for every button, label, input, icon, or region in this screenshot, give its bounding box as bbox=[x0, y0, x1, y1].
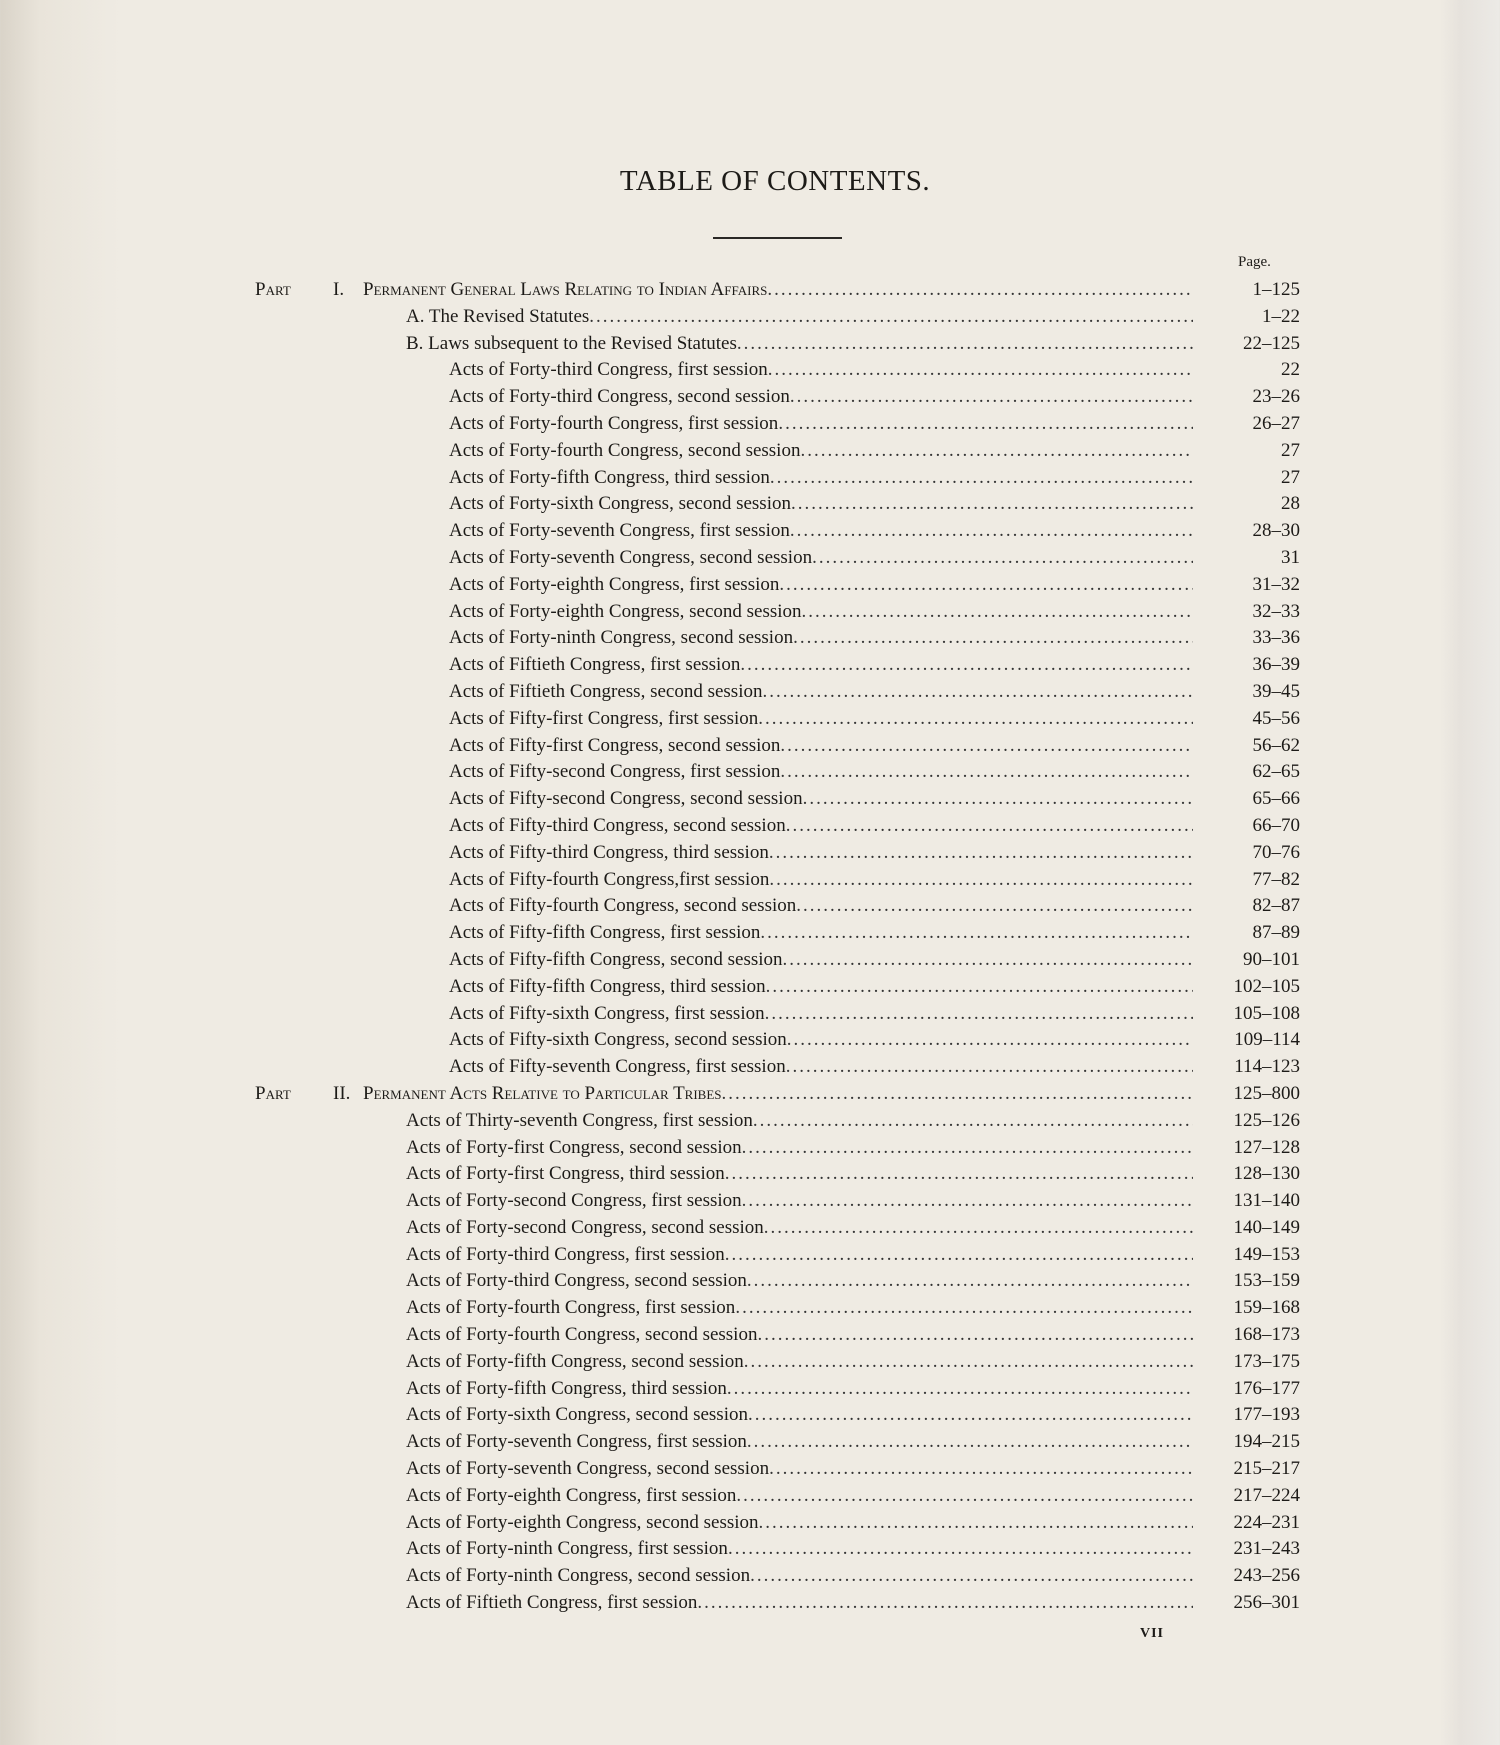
dot-leader bbox=[769, 840, 1193, 867]
entry-title-with-leader bbox=[449, 706, 1193, 733]
dot-leader bbox=[589, 304, 1193, 331]
entry-title-with-leader bbox=[449, 786, 1193, 813]
entry-title: Acts of Forty-first Congress, third session bbox=[406, 1163, 725, 1185]
entry-pages: 173–175 bbox=[1233, 1350, 1300, 1372]
dot-leader bbox=[740, 652, 1193, 679]
toc-part-heading bbox=[0, 1081, 1500, 1108]
dot-leader bbox=[762, 679, 1193, 706]
entry-title: Acts of Forty-eighth Congress, first session bbox=[406, 1484, 737, 1506]
entry-title: Acts of Forty-second Congress, second session bbox=[406, 1216, 764, 1238]
toc-entry bbox=[0, 438, 1500, 465]
toc-entry bbox=[0, 491, 1500, 518]
entry-pages: 82–87 bbox=[1252, 895, 1300, 917]
toc-entry bbox=[0, 1402, 1500, 1429]
entry-title-with-leader bbox=[406, 1322, 1193, 1349]
dot-leader bbox=[780, 733, 1193, 760]
entry-title-with-leader bbox=[449, 867, 1193, 894]
entry-title-with-leader bbox=[449, 518, 1193, 545]
toc-entry bbox=[0, 1161, 1500, 1188]
entry-title: Acts of Forty-ninth Congress, first session bbox=[406, 1538, 728, 1560]
entry-title: Acts of Forty-fourth Congress, second session bbox=[406, 1324, 758, 1346]
entry-title-with-leader bbox=[406, 1536, 1193, 1563]
entry-title: Acts of Forty-fourth Congress, second session bbox=[449, 439, 801, 461]
dot-leader bbox=[744, 1349, 1193, 1376]
dot-leader bbox=[769, 867, 1193, 894]
toc-entry bbox=[0, 1215, 1500, 1242]
entry-title: Acts of Forty-third Congress, second session bbox=[449, 386, 790, 408]
entry-title: Acts of Forty-fifth Congress, third session bbox=[449, 466, 770, 488]
entry-pages: 177–193 bbox=[1233, 1404, 1300, 1426]
toc-entry bbox=[0, 465, 1500, 492]
entry-pages: 256–301 bbox=[1233, 1592, 1300, 1614]
entry-pages: 22 bbox=[1281, 359, 1300, 381]
toc-entry bbox=[0, 1590, 1500, 1617]
entry-title: Acts of Forty-first Congress, second session bbox=[406, 1136, 742, 1158]
entry-pages: 176–177 bbox=[1233, 1377, 1300, 1399]
dot-leader bbox=[758, 706, 1193, 733]
entry-title: B. Laws subsequent to the Revised Statutes bbox=[406, 332, 737, 354]
part-label: Part bbox=[255, 279, 291, 300]
entry-title: Acts of Forty-eighth Congress, second session bbox=[449, 600, 802, 622]
entry-title: Acts of Fifty-second Congress, first session bbox=[449, 761, 781, 783]
toc-entry bbox=[0, 974, 1500, 1001]
entry-title-with-leader bbox=[363, 277, 1193, 304]
page-number: VII bbox=[1140, 1626, 1165, 1641]
dot-leader bbox=[791, 491, 1193, 518]
dot-leader bbox=[748, 1402, 1193, 1429]
entry-title: Acts of Forty-seventh Congress, second session bbox=[406, 1458, 770, 1480]
dot-leader bbox=[793, 625, 1193, 652]
toc-entry bbox=[0, 1001, 1500, 1028]
toc-entry bbox=[0, 706, 1500, 733]
entry-title-with-leader bbox=[406, 1188, 1193, 1215]
toc-entry bbox=[0, 1135, 1500, 1162]
toc-entry bbox=[0, 1349, 1500, 1376]
entry-title: Acts of Fifty-second Congress, second session bbox=[449, 788, 803, 810]
entry-title-with-leader bbox=[449, 465, 1193, 492]
toc-entry bbox=[0, 679, 1500, 706]
dot-leader bbox=[769, 1456, 1193, 1483]
entry-title-with-leader bbox=[406, 1349, 1193, 1376]
toc-entry bbox=[0, 1188, 1500, 1215]
dot-leader bbox=[802, 599, 1193, 626]
entry-pages: 159–168 bbox=[1233, 1297, 1300, 1319]
toc-entry bbox=[0, 599, 1500, 626]
entry-title: Acts of Fifty-fifth Congress, second session bbox=[449, 948, 783, 970]
entry-title-with-leader bbox=[449, 679, 1193, 706]
dot-leader bbox=[737, 331, 1193, 358]
entry-pages: 28 bbox=[1281, 493, 1300, 515]
toc-entry bbox=[0, 1456, 1500, 1483]
entry-pages: 128–130 bbox=[1233, 1163, 1300, 1185]
entry-pages: 28–30 bbox=[1252, 520, 1300, 542]
dot-leader bbox=[783, 947, 1193, 974]
entry-pages: 194–215 bbox=[1233, 1431, 1300, 1453]
entry-title: Acts of Forty-second Congress, first session bbox=[406, 1190, 742, 1212]
toc-entry bbox=[0, 1108, 1500, 1135]
toc-entry bbox=[0, 357, 1500, 384]
entry-title: Acts of Thirty-seventh Congress, first session bbox=[406, 1109, 753, 1131]
dot-leader bbox=[790, 518, 1193, 545]
entry-title-with-leader bbox=[449, 974, 1193, 1001]
entry-title: Acts of Forty-fourth Congress, first session bbox=[449, 412, 779, 434]
entry-pages: 66–70 bbox=[1252, 814, 1300, 836]
part-label: Part bbox=[255, 1082, 291, 1104]
entry-pages: 140–149 bbox=[1233, 1216, 1300, 1238]
toc-entry bbox=[0, 652, 1500, 679]
entry-title: Acts of Forty-seventh Congress, first session bbox=[449, 520, 790, 542]
entry-title: Acts of Forty-third Congress, first session bbox=[406, 1243, 725, 1265]
entry-title: Acts of Forty-third Congress, first session bbox=[449, 359, 768, 381]
dot-leader bbox=[765, 1001, 1193, 1028]
entry-title: Acts of Forty-third Congress, second session bbox=[406, 1270, 747, 1292]
toc-entry bbox=[0, 1376, 1500, 1403]
entry-pages: 62–65 bbox=[1252, 761, 1300, 783]
entry-pages: 149–153 bbox=[1233, 1243, 1300, 1265]
entry-pages: 231–243 bbox=[1233, 1538, 1300, 1560]
entry-title-with-leader bbox=[449, 438, 1193, 465]
toc-part-heading bbox=[0, 277, 1500, 304]
entry-pages: 70–76 bbox=[1252, 841, 1300, 863]
dot-leader bbox=[770, 465, 1193, 492]
entry-title-with-leader bbox=[449, 813, 1193, 840]
toc-entry bbox=[0, 411, 1500, 438]
entry-pages: 22–125 bbox=[1243, 332, 1300, 354]
entry-title-with-leader bbox=[449, 893, 1193, 920]
entry-title: Acts of Forty-ninth Congress, second session bbox=[449, 627, 794, 649]
dot-leader bbox=[760, 920, 1193, 947]
dot-leader bbox=[787, 1027, 1193, 1054]
dot-leader bbox=[764, 1215, 1193, 1242]
toc-entry bbox=[0, 867, 1500, 894]
toc-entry bbox=[0, 1483, 1500, 1510]
entry-pages: 102–105 bbox=[1233, 975, 1300, 997]
part-numeral: II. bbox=[333, 1082, 351, 1104]
entry-pages: 56–62 bbox=[1252, 734, 1300, 756]
entry-pages: 109–114 bbox=[1234, 1029, 1300, 1051]
entry-title-with-leader bbox=[406, 1483, 1193, 1510]
entry-title-with-leader bbox=[406, 1295, 1193, 1322]
dot-leader bbox=[786, 813, 1193, 840]
dot-leader bbox=[747, 1429, 1193, 1456]
entry-title-with-leader bbox=[406, 331, 1193, 358]
entry-title-with-leader bbox=[363, 1081, 1193, 1108]
entry-title-with-leader bbox=[449, 572, 1193, 599]
entry-title: Acts of Forty-ninth Congress, second session bbox=[406, 1565, 751, 1587]
entry-title-with-leader bbox=[449, 384, 1193, 411]
entry-pages: 1–125 bbox=[1252, 279, 1300, 300]
toc-entry bbox=[0, 1027, 1500, 1054]
entry-pages: 36–39 bbox=[1252, 654, 1300, 676]
dot-leader bbox=[759, 1510, 1193, 1537]
entry-title: Acts of Fifty-third Congress, second session bbox=[449, 814, 786, 836]
entry-title-with-leader bbox=[406, 1456, 1193, 1483]
entry-pages: 65–66 bbox=[1252, 788, 1300, 810]
entry-title-with-leader bbox=[449, 545, 1193, 572]
toc-entry bbox=[0, 893, 1500, 920]
entry-pages: 39–45 bbox=[1252, 680, 1300, 702]
entry-title: Acts of Fifty-third Congress, third session bbox=[449, 841, 769, 863]
entry-title-with-leader bbox=[449, 733, 1193, 760]
dot-leader bbox=[779, 572, 1193, 599]
dot-leader bbox=[736, 1483, 1193, 1510]
entry-title-with-leader bbox=[406, 1268, 1193, 1295]
entry-title: Acts of Forty-sixth Congress, second session bbox=[406, 1404, 748, 1426]
dot-leader bbox=[697, 1590, 1193, 1617]
entry-title-with-leader bbox=[406, 1135, 1193, 1162]
toc-entry bbox=[0, 1510, 1500, 1537]
page-title: TABLE OF CONTENTS. bbox=[619, 165, 931, 197]
entry-pages: 125–126 bbox=[1233, 1109, 1300, 1131]
entry-title-with-leader bbox=[406, 1215, 1193, 1242]
entry-title-with-leader bbox=[449, 357, 1193, 384]
entry-pages: 217–224 bbox=[1233, 1484, 1300, 1506]
entry-title-with-leader bbox=[406, 1590, 1193, 1617]
toc-entry bbox=[0, 1322, 1500, 1349]
dot-leader bbox=[757, 1322, 1193, 1349]
dot-leader bbox=[796, 893, 1193, 920]
dot-leader bbox=[778, 411, 1193, 438]
toc-entry bbox=[0, 1054, 1500, 1081]
dot-leader bbox=[728, 1536, 1193, 1563]
entry-title: Permanent General Laws Relating to Indian Affairs bbox=[363, 279, 768, 300]
dot-leader bbox=[742, 1135, 1193, 1162]
dot-leader bbox=[753, 1108, 1193, 1135]
entry-title-with-leader bbox=[449, 759, 1193, 786]
entry-title: Acts of Fifty-sixth Congress, second session bbox=[449, 1029, 787, 1051]
dot-leader bbox=[786, 1054, 1193, 1081]
entry-title: Acts of Forty-seventh Congress, first session bbox=[406, 1431, 747, 1453]
entry-title-with-leader bbox=[449, 1054, 1193, 1081]
toc-entry bbox=[0, 813, 1500, 840]
toc-entry bbox=[0, 545, 1500, 572]
part-numeral: I. bbox=[333, 279, 345, 300]
dot-leader bbox=[790, 384, 1193, 411]
entry-title-with-leader bbox=[449, 599, 1193, 626]
entry-title-with-leader bbox=[449, 920, 1193, 947]
entry-title: Acts of Fifty-first Congress, second session bbox=[449, 734, 781, 756]
toc-entry bbox=[0, 759, 1500, 786]
entry-title-with-leader bbox=[406, 1376, 1193, 1403]
entry-pages: 153–159 bbox=[1233, 1270, 1300, 1292]
entry-pages: 125–800 bbox=[1233, 1082, 1300, 1104]
entry-pages: 215–217 bbox=[1233, 1458, 1300, 1480]
entry-title-with-leader bbox=[406, 1429, 1193, 1456]
entry-title-with-leader bbox=[449, 1027, 1193, 1054]
entry-pages: 1–22 bbox=[1262, 305, 1300, 327]
dot-leader bbox=[780, 759, 1193, 786]
entry-pages: 77–82 bbox=[1252, 868, 1300, 890]
toc-entry bbox=[0, 920, 1500, 947]
entry-title: Permanent Acts Relative to Particular Tribes bbox=[363, 1082, 722, 1104]
dot-leader bbox=[725, 1161, 1193, 1188]
entry-pages: 27 bbox=[1281, 466, 1300, 488]
entry-title: Acts of Forty-fourth Congress, first session bbox=[406, 1297, 736, 1319]
toc-entry bbox=[0, 304, 1500, 331]
entry-title-with-leader bbox=[449, 491, 1193, 518]
entry-pages: 114–123 bbox=[1234, 1056, 1300, 1078]
entry-title-with-leader bbox=[406, 1161, 1193, 1188]
entry-title: Acts of Fifty-seventh Congress, first session bbox=[449, 1056, 786, 1078]
entry-pages: 31–32 bbox=[1252, 573, 1300, 595]
toc-list bbox=[0, 277, 1500, 1617]
entry-title-with-leader bbox=[406, 1242, 1193, 1269]
entry-title: Acts of Fifty-fourth Congress,first session bbox=[449, 868, 770, 890]
toc-entry bbox=[0, 1268, 1500, 1295]
entry-title: Acts of Fiftieth Congress, second session bbox=[449, 680, 763, 702]
entry-title: Acts of Fifty-fifth Congress, first session bbox=[449, 922, 761, 944]
entry-title: A. The Revised Statutes bbox=[406, 305, 590, 327]
entry-title: Acts of Fifty-first Congress, first session bbox=[449, 707, 759, 729]
dot-leader bbox=[742, 1188, 1193, 1215]
entry-pages: 168–173 bbox=[1233, 1324, 1300, 1346]
toc-entry bbox=[0, 572, 1500, 599]
toc-entry bbox=[0, 786, 1500, 813]
entry-title-with-leader bbox=[449, 947, 1193, 974]
entry-pages: 243–256 bbox=[1233, 1565, 1300, 1587]
toc-entry bbox=[0, 1563, 1500, 1590]
entry-title: Acts of Fifty-sixth Congress, first session bbox=[449, 1002, 765, 1024]
entry-title: Acts of Forty-fifth Congress, third session bbox=[406, 1377, 727, 1399]
title-rule bbox=[713, 237, 842, 239]
dot-leader bbox=[767, 277, 1193, 304]
page-column-header: Page. bbox=[1238, 254, 1271, 270]
toc-entry bbox=[0, 1295, 1500, 1322]
entry-title-with-leader bbox=[449, 411, 1193, 438]
dot-leader bbox=[735, 1295, 1193, 1322]
entry-title: Acts of Fifty-fourth Congress, second session bbox=[449, 895, 797, 917]
toc-entry bbox=[0, 947, 1500, 974]
toc-entry bbox=[0, 384, 1500, 411]
entry-pages: 31 bbox=[1281, 546, 1300, 568]
entry-title: Acts of Forty-fifth Congress, second session bbox=[406, 1350, 744, 1372]
entry-pages: 127–128 bbox=[1233, 1136, 1300, 1158]
entry-pages: 45–56 bbox=[1252, 707, 1300, 729]
toc-entry bbox=[0, 1536, 1500, 1563]
entry-title: Acts of Forty-sixth Congress, second session bbox=[449, 493, 791, 515]
entry-title-with-leader bbox=[449, 1001, 1193, 1028]
entry-pages: 224–231 bbox=[1233, 1511, 1300, 1533]
entry-pages: 105–108 bbox=[1233, 1002, 1300, 1024]
dot-leader bbox=[766, 974, 1193, 1001]
entry-title: Acts of Fiftieth Congress, first session bbox=[449, 654, 741, 676]
toc-entry bbox=[0, 331, 1500, 358]
entry-title-with-leader bbox=[449, 625, 1193, 652]
entry-pages: 131–140 bbox=[1233, 1190, 1300, 1212]
toc-entry bbox=[0, 840, 1500, 867]
entry-title: Acts of Fiftieth Congress, first session bbox=[406, 1592, 698, 1614]
dot-leader bbox=[722, 1081, 1193, 1108]
entry-title: Acts of Forty-eighth Congress, first session bbox=[449, 573, 780, 595]
dot-leader bbox=[725, 1242, 1193, 1269]
entry-pages: 33–36 bbox=[1252, 627, 1300, 649]
toc-entry bbox=[0, 518, 1500, 545]
entry-pages: 23–26 bbox=[1252, 386, 1300, 408]
toc-entry bbox=[0, 1429, 1500, 1456]
entry-title-with-leader bbox=[406, 304, 1193, 331]
dot-leader bbox=[803, 786, 1193, 813]
entry-title-with-leader bbox=[406, 1510, 1193, 1537]
entry-title: Acts of Forty-seventh Congress, second session bbox=[449, 546, 813, 568]
entry-title: Acts of Forty-eighth Congress, second session bbox=[406, 1511, 759, 1533]
entry-title-with-leader bbox=[406, 1563, 1193, 1590]
dot-leader bbox=[727, 1376, 1193, 1403]
entry-title-with-leader bbox=[449, 840, 1193, 867]
dot-leader bbox=[747, 1268, 1193, 1295]
entry-pages: 32–33 bbox=[1252, 600, 1300, 622]
entry-pages: 26–27 bbox=[1252, 412, 1300, 434]
dot-leader bbox=[812, 545, 1193, 572]
dot-leader bbox=[768, 357, 1193, 384]
entry-pages: 27 bbox=[1281, 439, 1300, 461]
toc-entry bbox=[0, 1242, 1500, 1269]
entry-pages: 87–89 bbox=[1252, 922, 1300, 944]
entry-title-with-leader bbox=[406, 1108, 1193, 1135]
entry-pages: 90–101 bbox=[1243, 948, 1300, 970]
toc-entry bbox=[0, 733, 1500, 760]
toc-entry bbox=[0, 625, 1500, 652]
dot-leader bbox=[800, 438, 1193, 465]
entry-title-with-leader bbox=[406, 1402, 1193, 1429]
entry-title: Acts of Fifty-fifth Congress, third session bbox=[449, 975, 766, 997]
entry-title-with-leader bbox=[449, 652, 1193, 679]
dot-leader bbox=[750, 1563, 1193, 1590]
